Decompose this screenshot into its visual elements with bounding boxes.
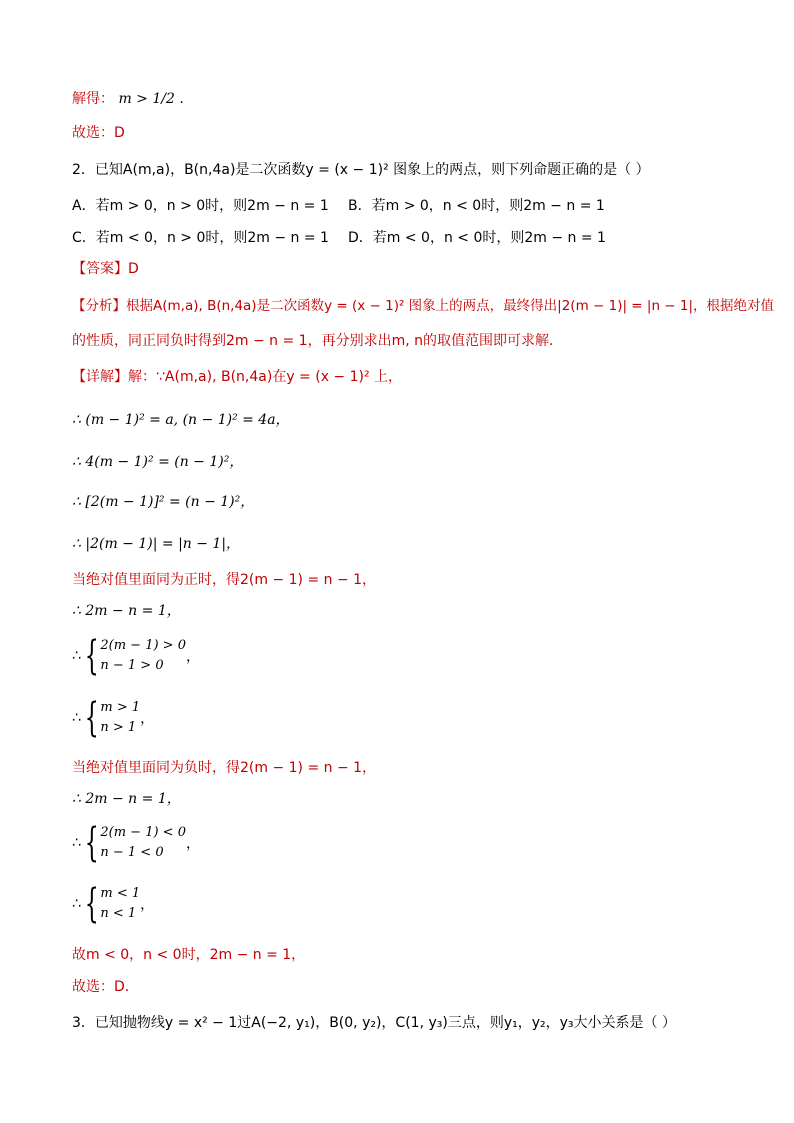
option-b: B．若m > 0，n < 0时，则2m − n = 1 (348, 198, 605, 214)
left-brace: { (84, 633, 99, 679)
step-2: ∴ 4(m − 1)² = (n − 1)²， (72, 454, 244, 470)
option-d: D．若m < 0，n < 0时，则2m − n = 1 (348, 230, 606, 246)
question-2-stem: 2．已知A(m,a)，B(n,4a)是二次函数y = (x − 1)² 图象上的两点，则下列命题正确的是（ ） (72, 162, 650, 178)
system-4-line-2: n < 1 (100, 906, 137, 921)
therefore-symbol: ∴ (72, 896, 81, 912)
system-2 (72, 695, 155, 741)
left-brace: { (84, 695, 99, 741)
step-1: ∴ (m − 1)² = a, (n − 1)² = 4a， (72, 412, 290, 428)
therefore-symbol: ∴ (72, 835, 81, 851)
system-3 (72, 820, 200, 866)
choice-d-final: 故选：D． (72, 979, 139, 995)
case-negative: 当绝对值里面同为负时，得2(m − 1) = n − 1， (72, 760, 377, 776)
step-6: ∴ 2m − n = 1， (72, 791, 181, 807)
detail-line: 【详解】解：∵A(m,a), B(n,4a)在y = (x − 1)² 上， (72, 369, 403, 385)
therefore-symbol: ∴ (72, 648, 81, 664)
system-3-line-2: n − 1 < 0 (100, 845, 164, 860)
choice-d-line: 故选：D (72, 125, 125, 141)
solve-label: 解得： (72, 91, 114, 107)
left-brace: { (84, 820, 99, 866)
system-1 (72, 633, 200, 679)
system-1-line-2: n − 1 > 0 (100, 658, 164, 673)
therefore-symbol: ∴ (72, 710, 81, 726)
comma: ， (185, 649, 200, 665)
case-positive: 当绝对值里面同为正时，得2(m − 1) = n − 1， (72, 572, 377, 588)
conclusion-line: 故m < 0，n < 0时，2m − n = 1， (72, 947, 306, 963)
step-5: ∴ 2m − n = 1， (72, 603, 181, 619)
comma: ， (140, 897, 155, 913)
system-4 (72, 881, 155, 927)
question-3-stem: 3．已知抛物线y = x² − 1过A(−2, y₁)，B(0, y₂)，C(1, y₃)三点，则y₁，y₂，y₃大小关系是（ ） (72, 1015, 676, 1031)
left-brace: { (84, 881, 99, 927)
comma: ， (185, 836, 200, 852)
analysis-line-2: 的性质，同正同负时得到2m − n = 1，再分别求出m, n的取值范围即可求解． (72, 333, 563, 349)
comma: ， (140, 711, 155, 727)
analysis-line-1: 【分析】根据A(m,a), B(n,4a)是二次函数y = (x − 1)² 图象上的两点，最终得出|2(m − 1)| = |n − 1|，根据绝对值 (72, 298, 775, 314)
answer-label: 【答案】D (72, 261, 139, 277)
system-2-line-1: m > 1 (100, 700, 141, 715)
system-1-line-1: 2(m − 1) > 0 (100, 638, 186, 653)
solve-expression: m > 1/2 . (118, 91, 184, 107)
option-a: A．若m > 0，n > 0时，则2m − n = 1 (72, 198, 329, 214)
step-3: ∴ [2(m − 1)]² = (n − 1)²， (72, 494, 255, 510)
option-c: C．若m < 0，n > 0时，则2m − n = 1 (72, 230, 329, 246)
system-4-line-1: m < 1 (100, 886, 141, 901)
system-3-line-1: 2(m − 1) < 0 (100, 825, 186, 840)
system-2-line-2: n > 1 (100, 720, 137, 735)
solution-line (72, 89, 184, 109)
step-4: ∴ |2(m − 1)| = |n − 1|， (72, 536, 241, 552)
